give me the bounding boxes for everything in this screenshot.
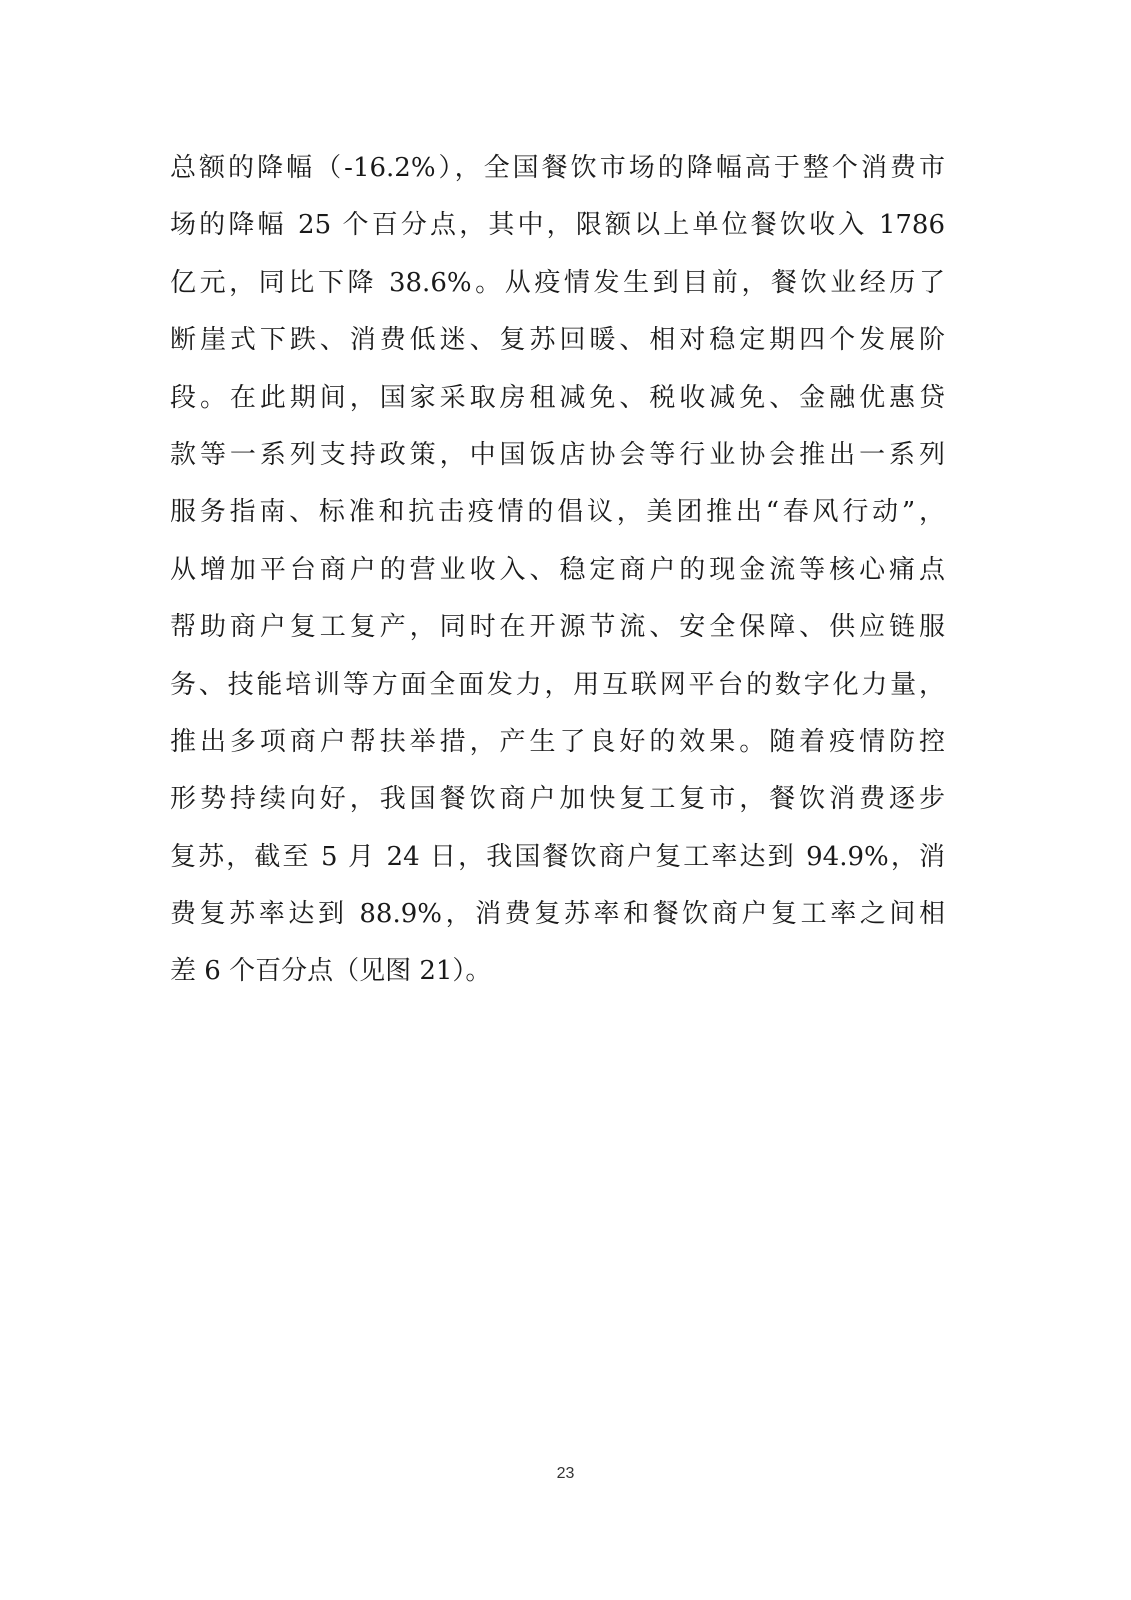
paragraph-line: 帮助商户复工复产，同时在开源节流、安全保障、供应链服 xyxy=(170,612,945,643)
paragraph-line: 务、技能培训等方面全面发力，用互联网平台的数字化力量， xyxy=(170,669,945,700)
paragraph-line: 从增加平台商户的营业收入、稳定商户的现金流等核心痛点 xyxy=(170,554,945,585)
paragraph-line: 场的降幅 25 个百分点，其中，限额以上单位餐饮收入 1786 xyxy=(170,210,945,241)
paragraph-line: 复苏，截至 5 月 24 日，我国餐饮商户复工率达到 94.9%，消 xyxy=(170,841,945,872)
page-number: 23 xyxy=(556,1465,575,1482)
paragraph-line: 段。在此期间，国家采取房租减免、税收减免、金融优惠贷 xyxy=(170,382,945,413)
paragraph-line: 款等一系列支持政策，中国饭店协会等行业协会推出一系列 xyxy=(170,439,945,470)
paragraph-line: 费复苏率达到 88.9%，消费复苏率和餐饮商户复工率之间相 xyxy=(170,899,945,930)
paragraph-line: 推出多项商户帮扶举措，产生了良好的效果。随着疫情防控 xyxy=(170,726,945,757)
paragraph-line: 断崖式下跌、消费低迷、复苏回暖、相对稳定期四个发展阶 xyxy=(170,325,945,356)
paragraph-line: 亿元，同比下降 38.6%。从疫情发生到目前，餐饮业经历了 xyxy=(170,267,945,298)
paragraph-line: 服务指南、标准和抗击疫情的倡议，美团推出“春风行动”， xyxy=(170,497,945,528)
paragraph-line: 总额的降幅（-16.2%），全国餐饮市场的降幅高于整个消费市 xyxy=(170,153,945,183)
body-paragraph xyxy=(170,140,945,1001)
paragraph-line: 形势持续向好，我国餐饮商户加快复工复市，餐饮消费逐步 xyxy=(170,784,945,815)
paragraph-line: 差 6 个百分点（见图 21）。 xyxy=(170,956,492,987)
